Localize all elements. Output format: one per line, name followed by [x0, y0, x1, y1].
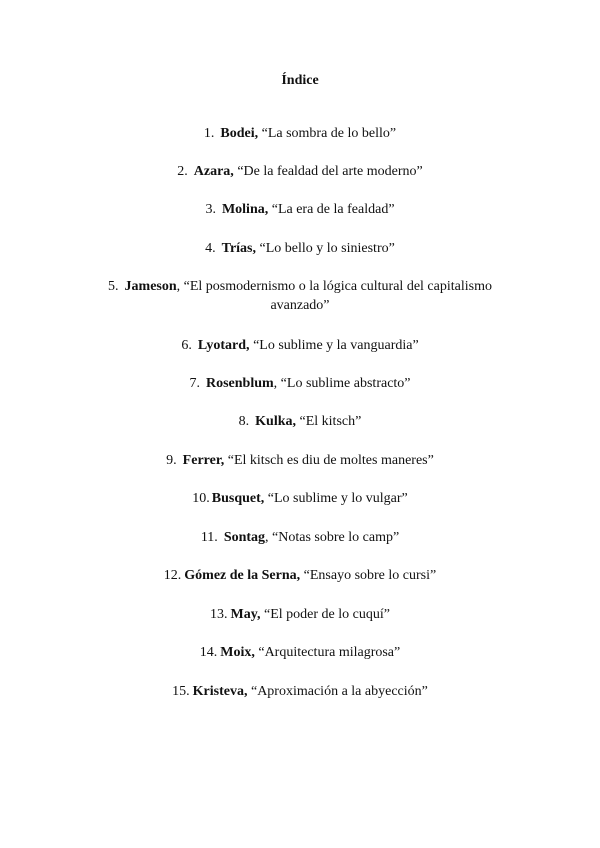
entry-author: Gómez de la Serna,	[184, 568, 301, 583]
index-entry	[90, 277, 510, 315]
entry-title: “De la fealdad del arte moderno”	[237, 164, 423, 179]
entry-number: 7.	[189, 376, 200, 391]
entry-number: 2.	[177, 164, 188, 179]
index-entry	[90, 643, 510, 662]
entry-number: 1.	[203, 126, 215, 141]
entry-author: Bodei,	[220, 126, 259, 141]
entry-title: “Lo sublime y lo vulgar”	[267, 491, 408, 506]
entry-title: , “Lo sublime abstracto”	[273, 376, 411, 391]
entry-title: “Ensayo sobre lo cursi”	[303, 568, 437, 583]
entry-author: Lyotard,	[197, 338, 250, 353]
entry-author: Kulka,	[255, 414, 297, 429]
entry-author: Rosenblum	[205, 376, 274, 391]
entry-number: 12.	[163, 568, 182, 583]
entry-author: Trías,	[221, 241, 257, 256]
entry-number: 15.	[172, 684, 190, 699]
index-entry	[90, 489, 510, 508]
entry-number: 9.	[166, 453, 177, 468]
index-entry	[90, 528, 510, 547]
index-entry	[90, 336, 510, 355]
entry-author: Kristeva,	[192, 684, 248, 699]
index-title: Índice	[281, 73, 319, 88]
entry-title: , “Notas sobre lo camp”	[265, 530, 400, 545]
entry-author: Azara,	[193, 164, 234, 179]
entry-author: Molina,	[221, 202, 269, 217]
entry-number: 14.	[199, 645, 218, 660]
index-entry	[90, 682, 510, 701]
entry-title: “La era de la fealdad”	[271, 202, 395, 217]
entry-author: Ferrer,	[182, 453, 225, 468]
entry-number: 4.	[205, 241, 216, 256]
entry-title: , “El posmodernismo o la lógica cultural del capitalismo avanzado”	[176, 279, 492, 313]
entry-author: Sontag	[223, 530, 266, 545]
entry-author: Busquet,	[211, 491, 265, 506]
index-entry	[90, 124, 510, 143]
entry-author: Jameson	[124, 279, 177, 294]
entry-author: May,	[230, 607, 261, 622]
entry-number: 3.	[205, 202, 216, 217]
entry-title: “Lo bello y lo siniestro”	[259, 241, 395, 256]
entry-number: 11.	[200, 530, 218, 545]
index-entry	[90, 566, 510, 585]
entry-title: “El poder de lo cuquí”	[264, 607, 390, 622]
index-entry	[90, 162, 510, 181]
index-entry	[90, 605, 510, 624]
entry-title: “Lo sublime y la vanguardia”	[253, 338, 419, 353]
entry-title: “El kitsch es diu de moltes maneres”	[227, 453, 434, 468]
entry-title: “La sombra de lo bello”	[261, 126, 397, 141]
index-entry	[90, 374, 510, 393]
entry-number: 10.	[192, 491, 210, 506]
index-entry	[90, 200, 510, 219]
entry-number: 8.	[238, 414, 250, 429]
index-entry	[90, 239, 510, 258]
entry-title: “El kitsch”	[299, 414, 362, 429]
entry-title: “Arquitectura milagrosa”	[258, 645, 401, 660]
entry-number: 13.	[210, 607, 228, 622]
entry-number: 6.	[181, 338, 192, 353]
index-entry	[90, 412, 510, 431]
entry-number: 5.	[108, 279, 119, 294]
entry-author: Moix,	[220, 645, 255, 660]
index-entry	[90, 451, 510, 470]
entry-title: “Aproximación a la abyección”	[250, 684, 428, 699]
